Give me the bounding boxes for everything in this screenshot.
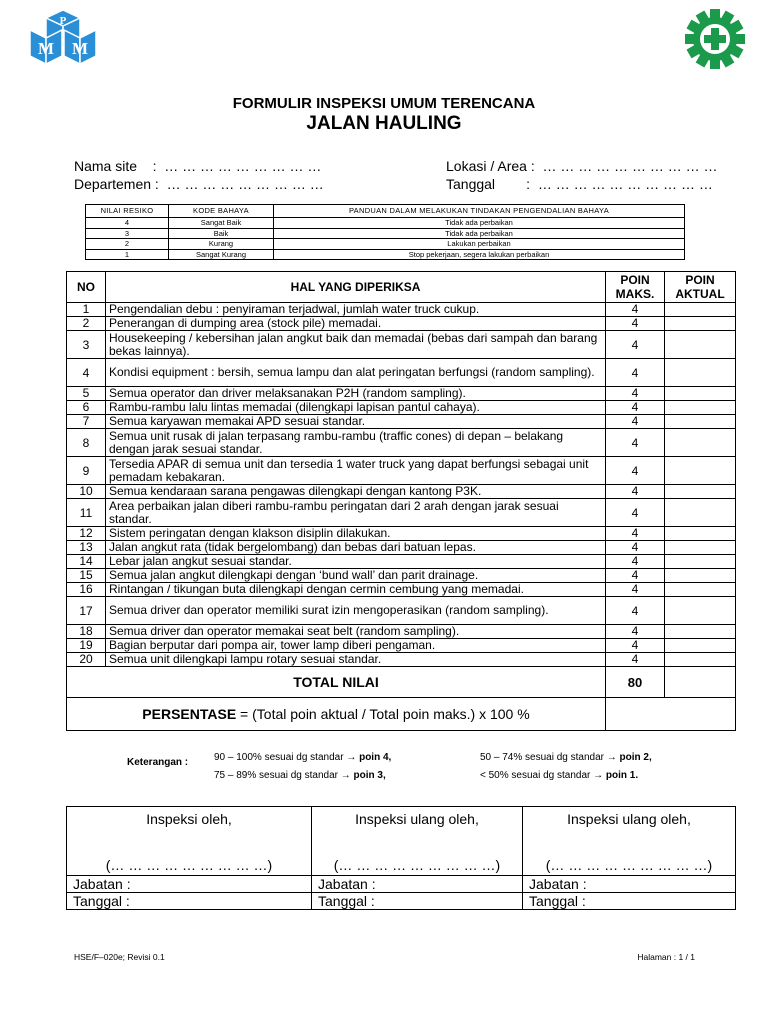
- inspection-item: Semua kendaraan sarana pengawas dilengkapi dengan kantong P3K.: [106, 485, 606, 499]
- header-hal-diperiksa: HAL YANG DIPERIKSA: [106, 272, 606, 303]
- poin-aktual-cell[interactable]: [665, 569, 736, 583]
- poin-aktual-cell[interactable]: [665, 555, 736, 569]
- risk-cell-panduan: Tidak ada perbaikan: [274, 218, 685, 229]
- poin-maks-value: 4: [606, 359, 665, 387]
- risk-cell-panduan: Stop pekerjaan, segera lakukan perbaikan: [274, 249, 685, 260]
- poin-maks-value: 4: [606, 303, 665, 317]
- footer-doc-code: HSE/F–020e; Revisi 0.1: [74, 952, 165, 962]
- nama-site-field[interactable]: Nama site : … … … … … … … … …: [74, 158, 322, 174]
- inspection-item: Semua driver dan operator memakai seat belt (random sampling).: [106, 625, 606, 639]
- keterangan-item-1: 90 – 100% sesuai dg standar → poin 4,: [214, 752, 392, 763]
- inspection-no: 9: [67, 457, 106, 485]
- keterangan-item-2: 50 – 74% sesuai dg standar → poin 2,: [480, 752, 652, 763]
- poin-aktual-cell[interactable]: [665, 583, 736, 597]
- risk-cell-kode: Sangat Baik: [169, 218, 274, 229]
- risk-cell-nilai: 4: [86, 218, 169, 229]
- inspection-item: Semua unit rusak di jalan terpasang rambu-rambu (traffic cones) di depan – belakang dengan jarak sesuai standar.: [106, 429, 606, 457]
- poin-aktual-cell[interactable]: [665, 485, 736, 499]
- footer-page-number: Halaman : 1 / 1: [637, 952, 695, 962]
- poin-maks-value: 4: [606, 583, 665, 597]
- tanggal-sign-field-2[interactable]: Tanggal :: [312, 893, 523, 910]
- inspection-no: 16: [67, 583, 106, 597]
- inspection-item: Penerangan di dumping area (stock pile) memadai.: [106, 317, 606, 331]
- logo-letter-m2: M: [71, 39, 89, 58]
- risk-cell-panduan: Lakukan perbaikan: [274, 239, 685, 250]
- signature-col-1[interactable]: [67, 807, 312, 876]
- departemen-field[interactable]: Departemen : … … … … … … … … …: [74, 176, 324, 192]
- inspection-item: Semua unit dilengkapi lampu rotary sesuai standar.: [106, 653, 606, 667]
- poin-maks-value: 4: [606, 625, 665, 639]
- risk-row: [86, 249, 685, 260]
- inspection-row: [67, 429, 736, 457]
- poin-maks-value: 4: [606, 317, 665, 331]
- poin-maks-value: 4: [606, 555, 665, 569]
- signature-name-2: (… … … … … … … … …): [333, 857, 501, 873]
- poin-maks-value: 4: [606, 415, 665, 429]
- signature-col-2[interactable]: [312, 807, 523, 876]
- inspection-no: 2: [67, 317, 106, 331]
- inspection-row: [67, 387, 736, 401]
- inspection-no: 3: [67, 331, 106, 359]
- poin-aktual-cell[interactable]: [665, 639, 736, 653]
- inspection-no: 7: [67, 415, 106, 429]
- poin-aktual-cell[interactable]: [665, 331, 736, 359]
- header-poin-aktual: POIN AKTUAL: [665, 272, 736, 303]
- poin-aktual-cell[interactable]: [665, 429, 736, 457]
- keterangan-item-3: 75 – 89% sesuai dg standar → poin 3,: [214, 770, 386, 781]
- total-aktual-cell[interactable]: [665, 667, 736, 698]
- poin-maks-value: 4: [606, 387, 665, 401]
- tanggal-field[interactable]: Tanggal : … … … … … … … … … …: [446, 176, 713, 192]
- inspection-row: [67, 359, 736, 387]
- poin-aktual-cell[interactable]: [665, 359, 736, 387]
- inspection-row: [67, 625, 736, 639]
- poin-maks-value: 4: [606, 485, 665, 499]
- inspection-row: [67, 569, 736, 583]
- poin-maks-value: 4: [606, 569, 665, 583]
- risk-cell-kode: Sangat Kurang: [169, 249, 274, 260]
- inspection-row: [67, 331, 736, 359]
- jabatan-field-2[interactable]: Jabatan :: [312, 876, 523, 893]
- inspection-no: 8: [67, 429, 106, 457]
- inspection-row: [67, 457, 736, 485]
- signature-name-1: (… … … … … … … … …): [105, 857, 273, 873]
- poin-maks-value: 4: [606, 331, 665, 359]
- poin-maks-value: 4: [606, 527, 665, 541]
- inspection-item: Housekeeping / kebersihan jalan angkut baik dan memadai (bebas dari sampah dan barang bekas lainnya).: [106, 331, 606, 359]
- inspection-item: Semua operator dan driver melaksanakan P2H (random sampling).: [106, 387, 606, 401]
- tanggal-sign-field-3[interactable]: Tanggal :: [523, 893, 736, 910]
- poin-aktual-cell[interactable]: [665, 499, 736, 527]
- poin-aktual-cell[interactable]: [665, 527, 736, 541]
- inspection-no: 14: [67, 555, 106, 569]
- header-no: NO: [67, 272, 106, 303]
- risk-cell-kode: Kurang: [169, 239, 274, 250]
- inspection-item: Area perbaikan jalan diberi rambu-rambu peringatan dari 2 arah dengan jarak sesuai standar.: [106, 499, 606, 527]
- inspection-row: [67, 485, 736, 499]
- risk-row: [86, 218, 685, 229]
- risk-cell-nilai: 3: [86, 228, 169, 239]
- risk-header-kode: KODE BAHAYA: [169, 205, 274, 218]
- poin-aktual-cell[interactable]: [665, 457, 736, 485]
- inspection-row: [67, 555, 736, 569]
- logo-letter-p: P: [59, 15, 67, 27]
- poin-maks-value: 4: [606, 541, 665, 555]
- lokasi-area-field[interactable]: Lokasi / Area : … … … … … … … … … …: [446, 158, 718, 174]
- inspection-no: 11: [67, 499, 106, 527]
- inspection-item: Lebar jalan angkut sesuai standar.: [106, 555, 606, 569]
- risk-header-nilai: NILAI RESIKO: [86, 205, 169, 218]
- inspection-no: 6: [67, 401, 106, 415]
- inspection-item: Rintangan / tikungan buta dilengkapi dengan cermin cembung yang memadai.: [106, 583, 606, 597]
- k3-gear-cross-icon: [684, 8, 746, 70]
- inspection-item: Pengendalian debu : penyiraman terjadwal, jumlah water truck cukup.: [106, 303, 606, 317]
- risk-cell-nilai: 1: [86, 249, 169, 260]
- inspection-row: [67, 317, 736, 331]
- inspection-item: Rambu-rambu lalu lintas memadai (dilengkapi lapisan pantul cahaya).: [106, 401, 606, 415]
- poin-aktual-cell[interactable]: [665, 415, 736, 429]
- poin-aktual-cell[interactable]: [665, 303, 736, 317]
- total-nilai-value: 80: [606, 667, 665, 698]
- inspection-no: 12: [67, 527, 106, 541]
- persentase-text: = (Total poin aktual / Total poin maks.) x 100 %: [236, 706, 530, 722]
- inspection-row: [67, 415, 736, 429]
- header-poin-maks: POIN MAKS.: [606, 272, 665, 303]
- poin-aktual-cell[interactable]: [665, 597, 736, 625]
- poin-aktual-cell[interactable]: [665, 317, 736, 331]
- poin-maks-value: 4: [606, 429, 665, 457]
- inspection-no: 19: [67, 639, 106, 653]
- risk-cell-panduan: Tidak ada perbaikan: [274, 228, 685, 239]
- tanggal-sign-field-1[interactable]: Tanggal :: [67, 893, 312, 910]
- poin-aktual-cell[interactable]: [665, 625, 736, 639]
- inspection-item: Kondisi equipment : bersih, semua lampu dan alat peringatan berfungsi (random sampling).: [106, 359, 606, 387]
- total-nilai-label: TOTAL NILAI: [67, 667, 606, 698]
- inspection-no: 10: [67, 485, 106, 499]
- signature-title-3: Inspeksi ulang oleh,: [567, 811, 691, 827]
- pmm-logo: [28, 8, 98, 66]
- inspection-row: [67, 541, 736, 555]
- poin-aktual-cell[interactable]: [665, 401, 736, 415]
- inspection-no: 15: [67, 569, 106, 583]
- risk-row: [86, 228, 685, 239]
- inspection-no: 4: [67, 359, 106, 387]
- risk-cell-nilai: 2: [86, 239, 169, 250]
- persentase-label: PERSENTASE: [142, 706, 237, 722]
- signature-title-1: Inspeksi oleh,: [146, 811, 232, 827]
- risk-cell-kode: Baik: [169, 228, 274, 239]
- inspection-row: [67, 499, 736, 527]
- inspection-table: [66, 271, 736, 731]
- form-title: FORMULIR INSPEKSI UMUM TERENCANA: [232, 95, 536, 112]
- signature-name-3: (… … … … … … … … …): [545, 857, 713, 873]
- signature-table: [66, 806, 736, 910]
- persentase-formula: [67, 698, 606, 731]
- inspection-no: 20: [67, 653, 106, 667]
- inspection-no: 5: [67, 387, 106, 401]
- inspection-no: 13: [67, 541, 106, 555]
- poin-aktual-cell[interactable]: [665, 541, 736, 555]
- inspection-row: [67, 527, 736, 541]
- inspection-row: [67, 639, 736, 653]
- poin-maks-value: 4: [606, 499, 665, 527]
- poin-maks-value: 4: [606, 457, 665, 485]
- persentase-value-cell[interactable]: [606, 698, 736, 731]
- inspection-no: 17: [67, 597, 106, 625]
- jabatan-field-1[interactable]: Jabatan :: [67, 876, 312, 893]
- risk-guide-table: [85, 204, 685, 260]
- inspection-item: Jalan angkut rata (tidak bergelombang) dan bebas dari batuan lepas.: [106, 541, 606, 555]
- form-subtitle: JALAN HAULING: [306, 113, 462, 134]
- signature-col-3[interactable]: [523, 807, 736, 876]
- poin-maks-value: 4: [606, 401, 665, 415]
- inspection-row: [67, 583, 736, 597]
- inspection-item: Bagian berputar dari pompa air, tower lamp diberi pengaman.: [106, 639, 606, 653]
- keterangan-label: Keterangan :: [127, 757, 189, 768]
- signature-title-2: Inspeksi ulang oleh,: [355, 811, 479, 827]
- poin-aktual-cell[interactable]: [665, 387, 736, 401]
- poin-maks-value: 4: [606, 639, 665, 653]
- inspection-item: Semua karyawan memakai APD sesuai standar.: [106, 415, 606, 429]
- inspection-row: [67, 597, 736, 625]
- poin-maks-value: 4: [606, 597, 665, 625]
- inspection-item: Semua jalan angkut dilengkapi dengan ‘bund wall’ dan parit drainage.: [106, 569, 606, 583]
- poin-aktual-cell[interactable]: [665, 653, 736, 667]
- inspection-item: Sistem peringatan dengan klakson disiplin dilakukan.: [106, 527, 606, 541]
- inspection-row: [67, 653, 736, 667]
- inspection-row: [67, 303, 736, 317]
- risk-row: [86, 239, 685, 250]
- inspection-no: 1: [67, 303, 106, 317]
- inspection-row: [67, 401, 736, 415]
- inspection-item: Semua driver dan operator memiliki surat izin mengoperasikan (random sampling).: [106, 597, 606, 625]
- poin-maks-value: 4: [606, 653, 665, 667]
- inspection-item: Tersedia APAR di semua unit dan tersedia 1 water truck yang dapat berfungsi sebagai unit pemadam kebakaran.: [106, 457, 606, 485]
- keterangan-item-4: < 50% sesuai dg standar → poin 1.: [480, 770, 639, 781]
- jabatan-field-3[interactable]: Jabatan :: [523, 876, 736, 893]
- inspection-no: 18: [67, 625, 106, 639]
- logo-letter-m1: M: [37, 39, 55, 58]
- risk-header-panduan: PANDUAN DALAM MELAKUKAN TINDAKAN PENGENDALIAN BAHAYA: [274, 205, 685, 218]
